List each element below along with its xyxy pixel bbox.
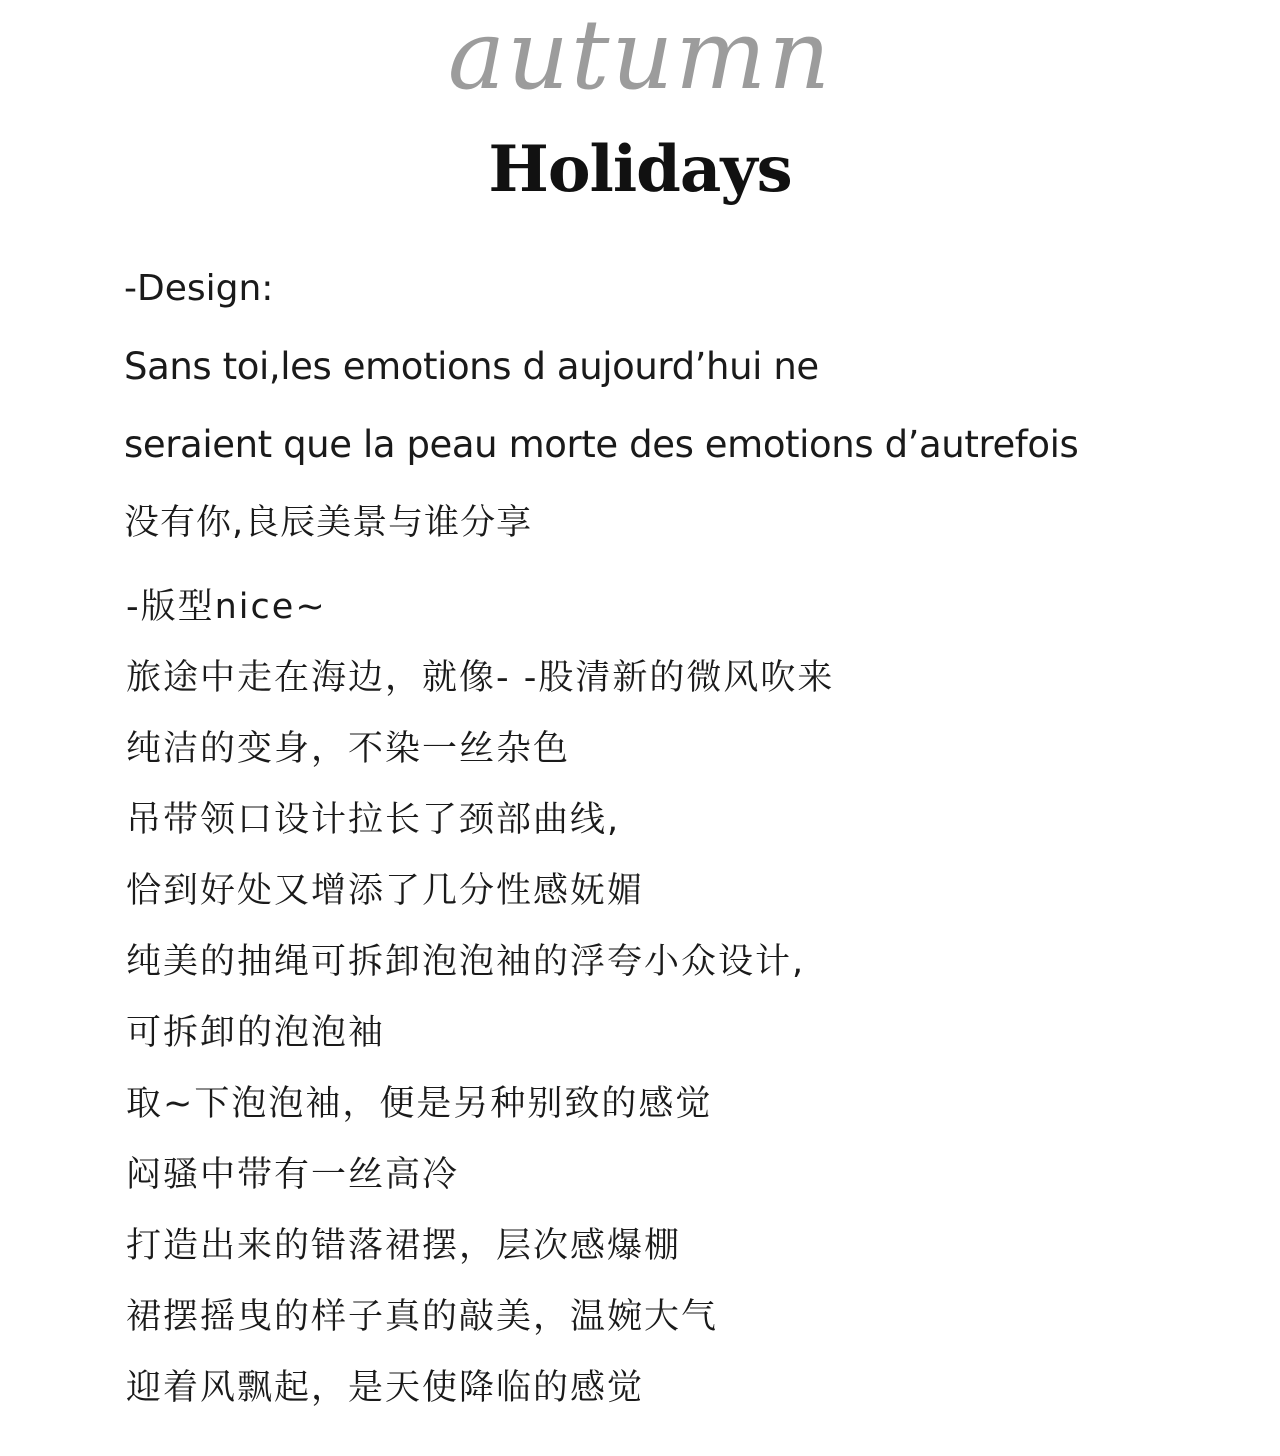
- design-section: [124, 250, 1078, 562]
- feature-line: 打造出来的错落裙摆，层次感爆棚: [126, 1226, 682, 1266]
- feature-line: 恰到好处又增添了几分性感妩媚: [126, 871, 645, 911]
- feature-line: 吊带领口设计拉长了颈部曲线,: [126, 800, 621, 840]
- features-heading: -版型nice~: [126, 587, 327, 627]
- feature-line: 裙摆摇曳的样子真的敲美，温婉大气: [126, 1297, 719, 1337]
- feature-line: 取~下泡泡袖，便是另种别致的感觉: [126, 1084, 713, 1124]
- page-title: Holidays: [488, 132, 792, 207]
- feature-line: 闷骚中带有一丝高冷: [126, 1155, 460, 1195]
- script-title-autumn: autumn: [447, 0, 833, 111]
- features-section: [126, 572, 834, 1424]
- design-line-3: 没有你,良辰美景与谁分享: [124, 503, 533, 543]
- feature-line: 迎着风飘起，是天使降临的感觉: [126, 1368, 645, 1408]
- design-line-1: Sans toi,les emotions d aujourd’hui ne: [124, 345, 819, 388]
- feature-line: 纯美的抽绳可拆卸泡泡袖的浮夸小众设计,: [126, 942, 806, 982]
- feature-line: 可拆卸的泡泡袖: [126, 1013, 386, 1053]
- design-line-2: seraient que la peau morte des emotions d’autrefois: [124, 423, 1079, 466]
- feature-line: 旅途中走在海边，就像- -股清新的微风吹来: [126, 658, 835, 698]
- feature-line: 纯洁的变身，不染一丝杂色: [126, 729, 571, 769]
- design-heading: -Design:: [124, 268, 274, 309]
